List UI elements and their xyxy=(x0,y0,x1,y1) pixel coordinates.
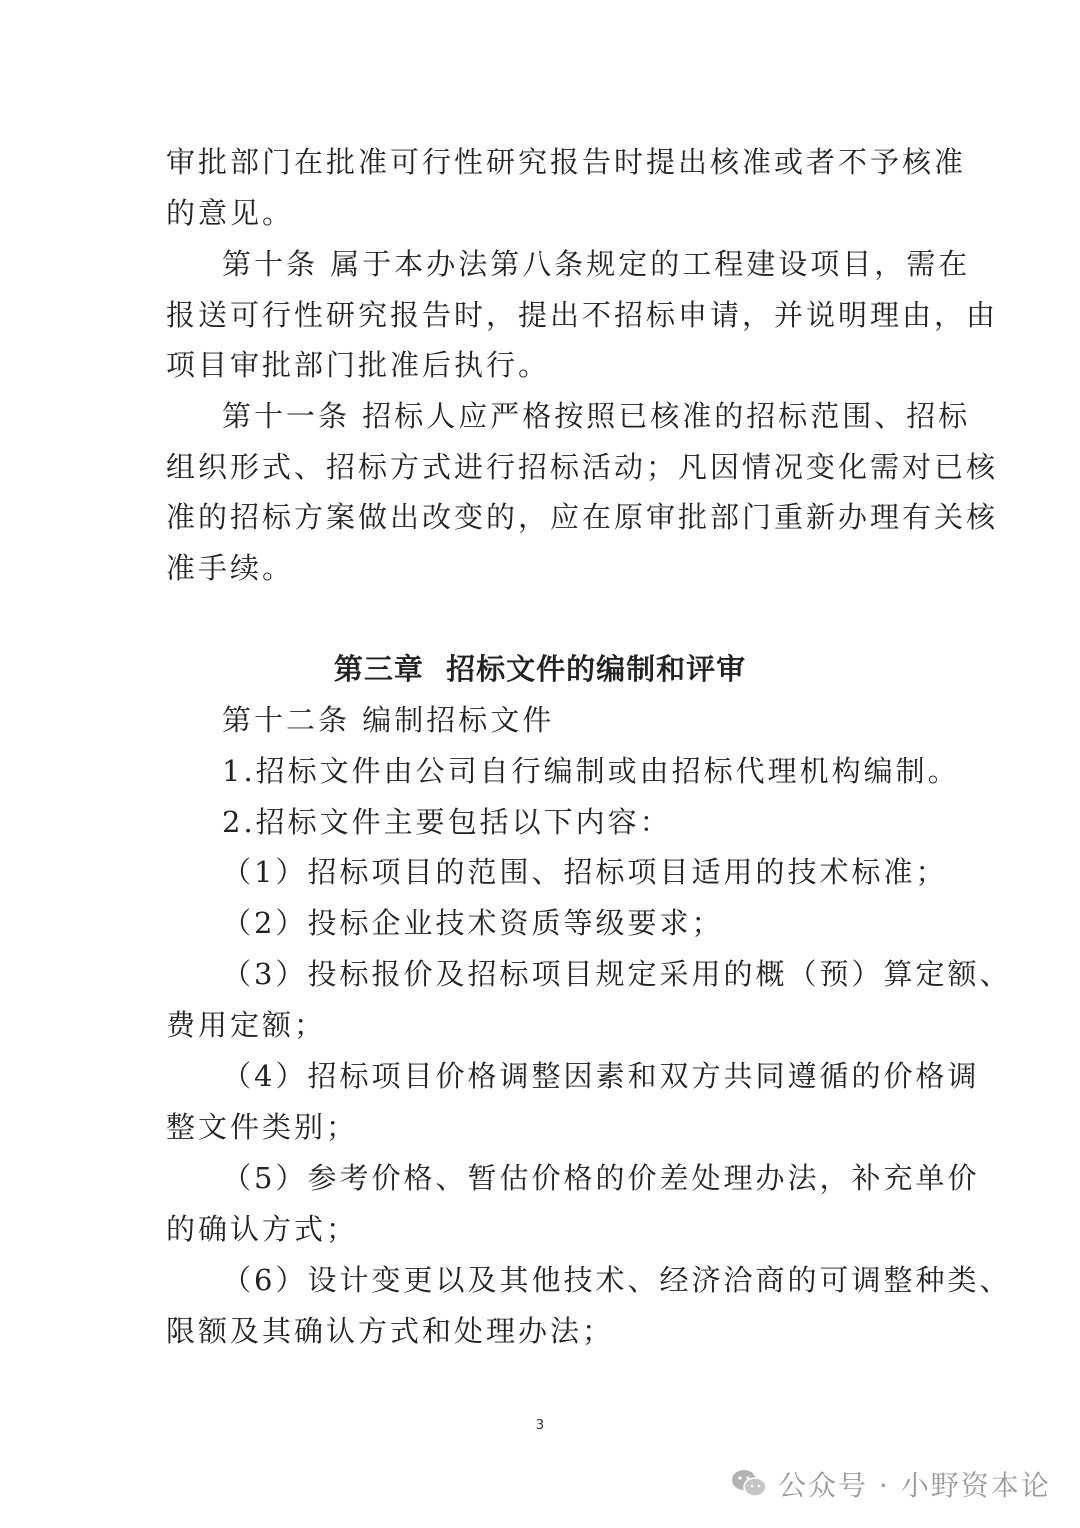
page-number: 3 xyxy=(535,1418,545,1433)
list-item: 2.招标文件主要包括以下内容： xyxy=(222,805,672,839)
list-item: 1.招标文件由公司自行编制或由招标代理机构编制。 xyxy=(222,754,960,788)
paragraph-line: 准手续。 xyxy=(166,551,295,585)
paragraph-line: 组织形式、招标方式进行招标活动；凡因情况变化需对已核 xyxy=(166,450,999,484)
paragraph-line: 报送可行性研究报告时，提出不招标申请，并说明理由，由 xyxy=(166,298,999,332)
wechat-icon xyxy=(730,1468,768,1500)
paragraph-line: 第十一条 招标人应严格按照已核准的招标范围、招标 xyxy=(222,399,971,433)
paragraph-line: 审批部门在批准可行性研究报告时提出核准或者不予核准 xyxy=(166,145,967,179)
watermark-text: 公众号 · 小野资本论 xyxy=(778,1469,1051,1502)
article-title: 第十二条 编制招标文件 xyxy=(222,703,555,737)
list-item: （6）设计变更以及其他技术、经济洽商的可调整种类、 xyxy=(222,1263,1012,1297)
watermark xyxy=(730,1462,1051,1506)
list-item-continuation: 的确认方式； xyxy=(166,1212,359,1246)
paragraph-line: 准的招标方案做出改变的，应在原审批部门重新办理有关核 xyxy=(166,500,999,534)
paragraph-line: 第十条 属于本办法第八条规定的工程建设项目，需在 xyxy=(222,247,971,281)
list-item-continuation: 费用定额； xyxy=(166,1008,327,1042)
paragraph-line: 项目审批部门批准后执行。 xyxy=(166,348,551,382)
list-item: （1）招标项目的范围、招标项目适用的技术标准； xyxy=(222,855,948,889)
list-item: （4）招标项目价格调整因素和双方共同遵循的价格调 xyxy=(222,1059,980,1093)
chapter-heading: 第三章 招标文件的编制和评审 xyxy=(333,652,747,686)
list-item-continuation: 限额及其确认方式和处理办法； xyxy=(166,1314,615,1348)
list-item-continuation: 整文件类别； xyxy=(166,1110,359,1144)
list-item: （3）投标报价及招标项目规定采用的概（预）算定额、 xyxy=(222,957,1012,991)
paragraph-line: 的意见。 xyxy=(166,196,295,230)
list-item: （2）投标企业技术资质等级要求； xyxy=(222,906,724,940)
list-item: （5）参考价格、暂估价格的价差处理办法，补充单价 xyxy=(222,1161,980,1195)
